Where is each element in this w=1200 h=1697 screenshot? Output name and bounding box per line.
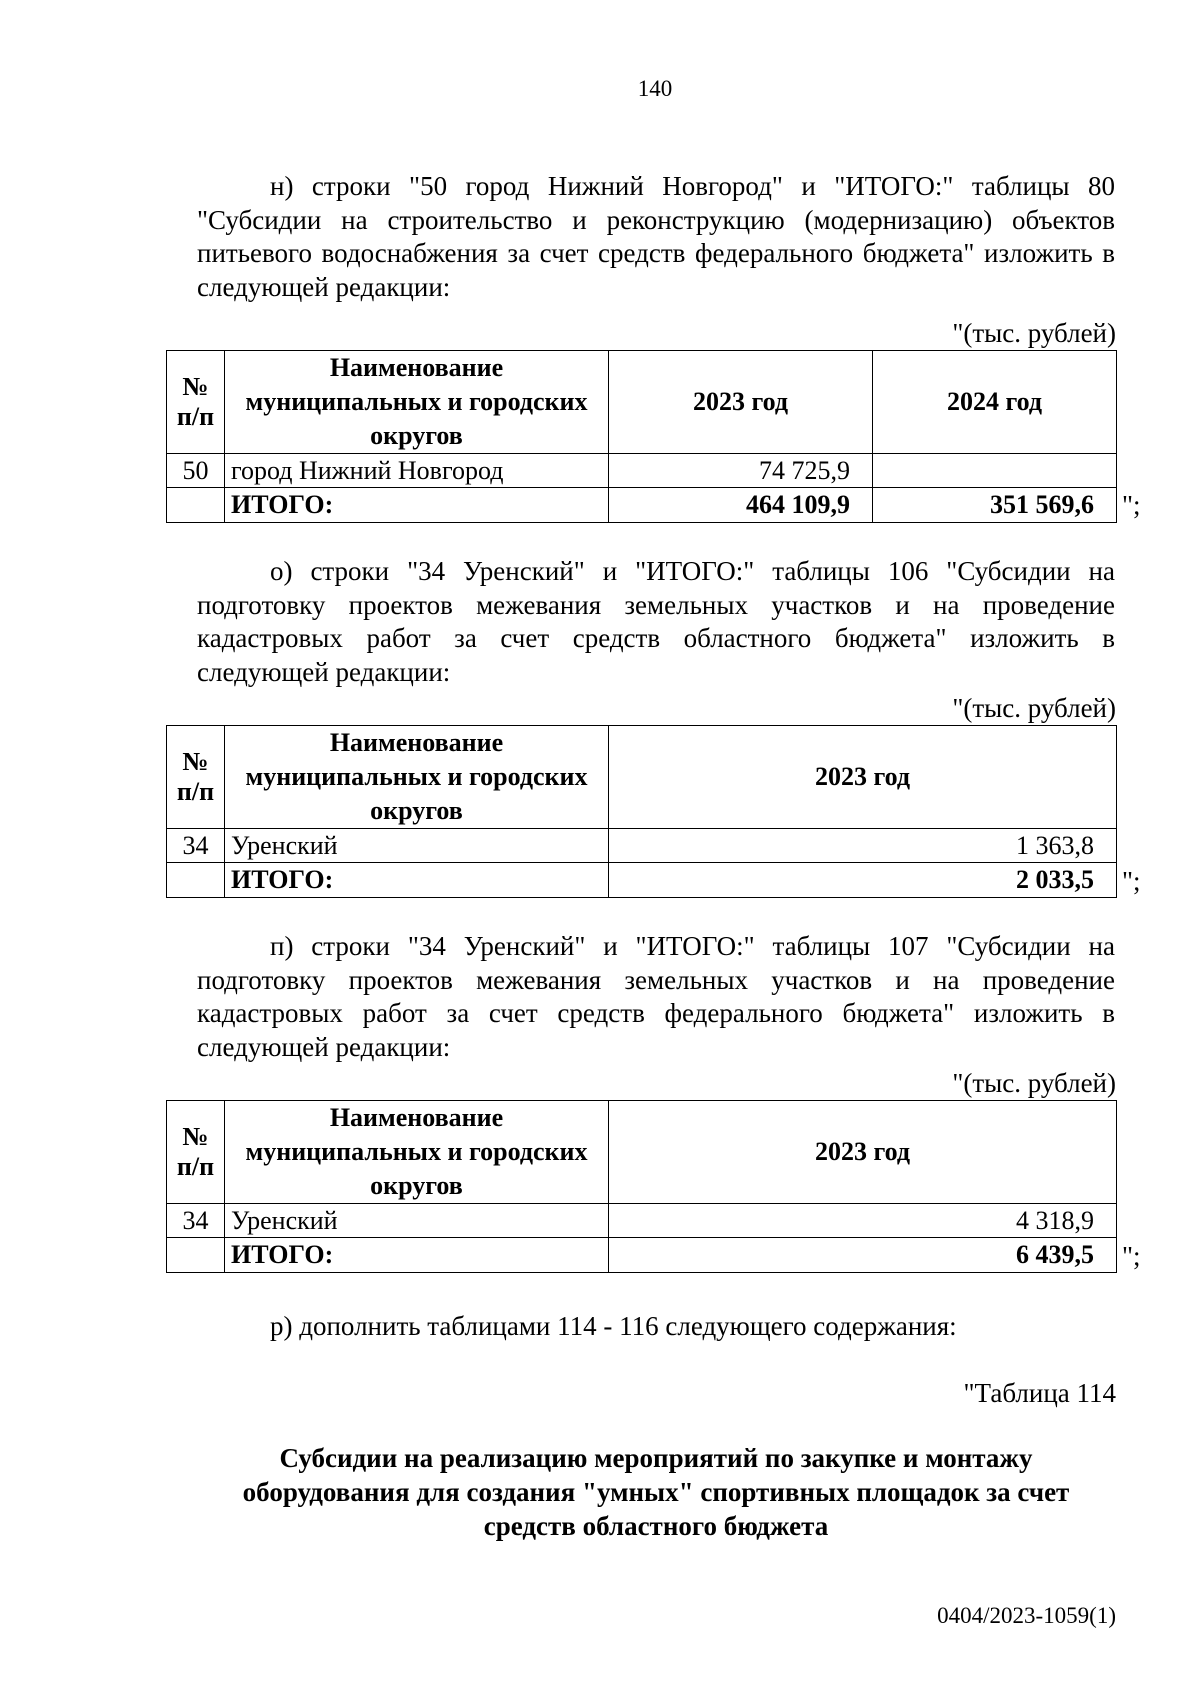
table-107-excerpt bbox=[166, 1100, 1117, 1273]
total-num-cell bbox=[167, 1238, 225, 1273]
units-label-o: "(тыс. рублей) bbox=[952, 693, 1116, 723]
table-row bbox=[167, 454, 1117, 488]
row-num: 34 bbox=[167, 1204, 225, 1238]
col-header-2023: 2023 год bbox=[609, 1101, 1117, 1204]
paragraph-r-text: р) дополнить таблицами 114 - 116 следующего содержания: bbox=[270, 1311, 957, 1341]
row-name: город Нижний Новгород bbox=[225, 454, 609, 488]
table-80-excerpt bbox=[166, 350, 1117, 523]
total-2023: 2 033,5 bbox=[609, 863, 1117, 898]
row-2024 bbox=[873, 454, 1117, 488]
paragraph-r bbox=[197, 1310, 1115, 1344]
row-2023: 1 363,8 bbox=[609, 829, 1117, 863]
total-2024: 351 569,6 bbox=[873, 488, 1117, 523]
total-label: ИТОГО: bbox=[225, 488, 609, 523]
table-114-label: "Таблица 114 bbox=[963, 1378, 1116, 1408]
col-header-2023: 2023 год bbox=[609, 726, 1117, 829]
units-label-n: "(тыс. рублей) bbox=[952, 318, 1116, 348]
closing-quote-n: "; bbox=[1122, 490, 1141, 520]
paragraph-n bbox=[197, 170, 1115, 304]
total-num-cell bbox=[167, 488, 225, 523]
col-header-name: Наименование муниципальных и городских округов bbox=[225, 726, 609, 829]
total-2023: 464 109,9 bbox=[609, 488, 873, 523]
table-106-excerpt bbox=[166, 725, 1117, 898]
table-114-title: Субсидии на реализацию мероприятий по закупке и монтажу оборудования для создания "умных" спортивных площадок за счет средств областного бюджета bbox=[242, 1443, 1070, 1541]
col-header-2023: 2023 год bbox=[609, 351, 873, 454]
row-num: 50 bbox=[167, 454, 225, 488]
closing-quote-p: "; bbox=[1122, 1241, 1141, 1271]
total-row bbox=[167, 1238, 1117, 1273]
table-row bbox=[167, 829, 1117, 863]
col-header-name: Наименование муниципальных и городских округов bbox=[225, 1101, 609, 1204]
total-2023: 6 439,5 bbox=[609, 1238, 1117, 1273]
paragraph-p bbox=[197, 930, 1115, 1064]
row-name: Уренский bbox=[225, 829, 609, 863]
document-code: 0404/2023-1059(1) bbox=[937, 1603, 1116, 1628]
row-num: 34 bbox=[167, 829, 225, 863]
col-header-num: № п/п bbox=[167, 351, 225, 454]
paragraph-n-text: н) строки "50 город Нижний Новгород" и "ИТОГО:" таблицы 80 "Субсидии на строительство и реконструкцию (модернизацию) объектов питьевого водоснабжения за счет средств федерального бюджета" изложить в следующей редакции: bbox=[197, 171, 1115, 302]
table-header-row bbox=[167, 1101, 1117, 1204]
paragraph-o bbox=[197, 555, 1115, 689]
col-header-num: № п/п bbox=[167, 726, 225, 829]
row-2023: 74 725,9 bbox=[609, 454, 873, 488]
row-2023: 4 318,9 bbox=[609, 1204, 1117, 1238]
table-header-row bbox=[167, 351, 1117, 454]
row-name: Уренский bbox=[225, 1204, 609, 1238]
units-label-p: "(тыс. рублей) bbox=[952, 1068, 1116, 1098]
col-header-name: Наименование муниципальных и городских округов bbox=[225, 351, 609, 454]
total-row bbox=[167, 488, 1117, 523]
col-header-num: № п/п bbox=[167, 1101, 225, 1204]
table-row bbox=[167, 1204, 1117, 1238]
col-header-2024: 2024 год bbox=[873, 351, 1117, 454]
total-row bbox=[167, 863, 1117, 898]
total-num-cell bbox=[167, 863, 225, 898]
page-number: 140 bbox=[637, 76, 673, 101]
total-label: ИТОГО: bbox=[225, 1238, 609, 1273]
total-label: ИТОГО: bbox=[225, 863, 609, 898]
table-header-row bbox=[167, 726, 1117, 829]
paragraph-p-text: п) строки "34 Уренский" и "ИТОГО:" таблицы 107 "Субсидии на подготовку проектов межевания земельных участков и на проведение кадастровых работ за счет средств федерального бюджета" изложить в следующей редакции: bbox=[197, 931, 1115, 1062]
paragraph-o-text: о) строки "34 Уренский" и "ИТОГО:" таблицы 106 "Субсидии на подготовку проектов межевания земельных участков и на проведение кадастровых работ за счет средств областного бюджета" изложить в следующей редакции: bbox=[197, 556, 1115, 687]
closing-quote-o: "; bbox=[1122, 866, 1141, 896]
